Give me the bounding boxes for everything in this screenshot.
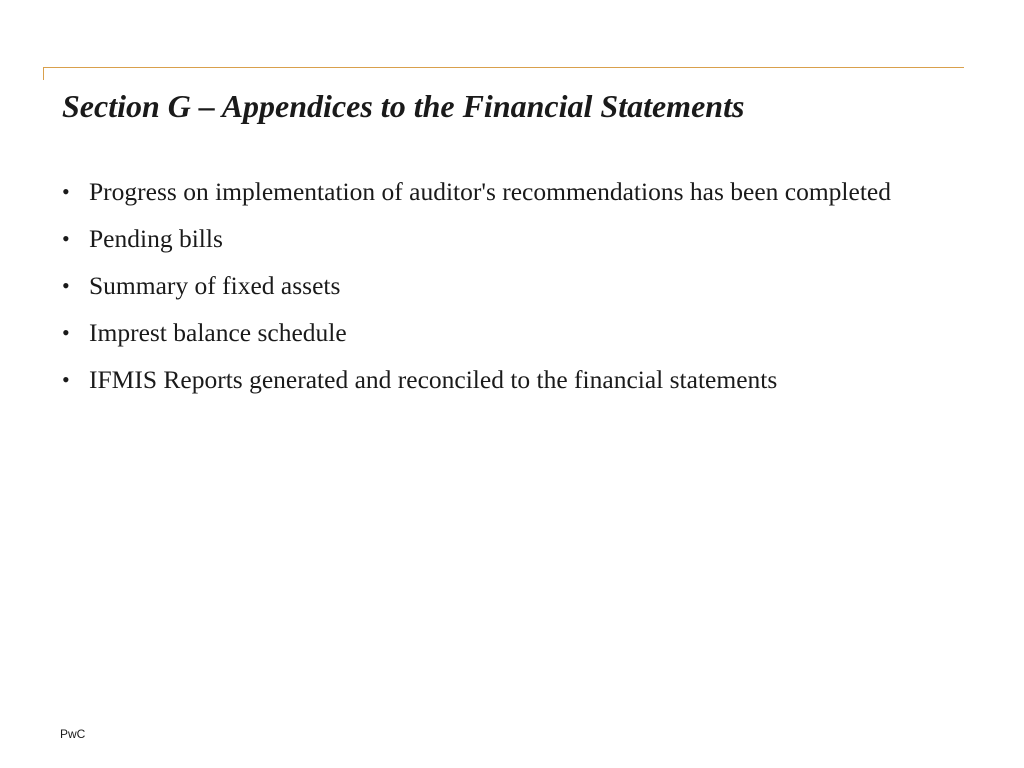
bullet-text: Summary of fixed assets xyxy=(89,271,341,300)
bullet-icon: • xyxy=(62,179,70,204)
bullet-text: Pending bills xyxy=(89,224,223,253)
bullet-item-ifmis-reports xyxy=(62,363,962,397)
accent-corner-tick xyxy=(43,67,44,80)
bullet-item-fixed-assets xyxy=(62,269,962,303)
bullet-icon: • xyxy=(62,367,70,392)
bullet-item-auditor-recommendations xyxy=(62,175,962,209)
bullet-text: Progress on implementation of auditor's recommendations has been completed xyxy=(89,177,891,206)
bullet-text: Imprest balance schedule xyxy=(89,318,347,347)
slide-title: Section G – Appendices to the Financial Statements xyxy=(62,88,745,124)
bullet-icon: • xyxy=(62,273,70,298)
bullet-icon: • xyxy=(62,226,70,251)
bullet-text: IFMIS Reports generated and reconciled to the financial statements xyxy=(89,365,778,394)
bullet-icon: • xyxy=(62,320,70,345)
footer-brand-label: PwC xyxy=(60,727,86,741)
bullet-item-pending-bills xyxy=(62,222,962,256)
bullet-list xyxy=(62,175,962,410)
accent-divider-line xyxy=(43,67,964,68)
bullet-item-imprest-balance xyxy=(62,316,962,350)
